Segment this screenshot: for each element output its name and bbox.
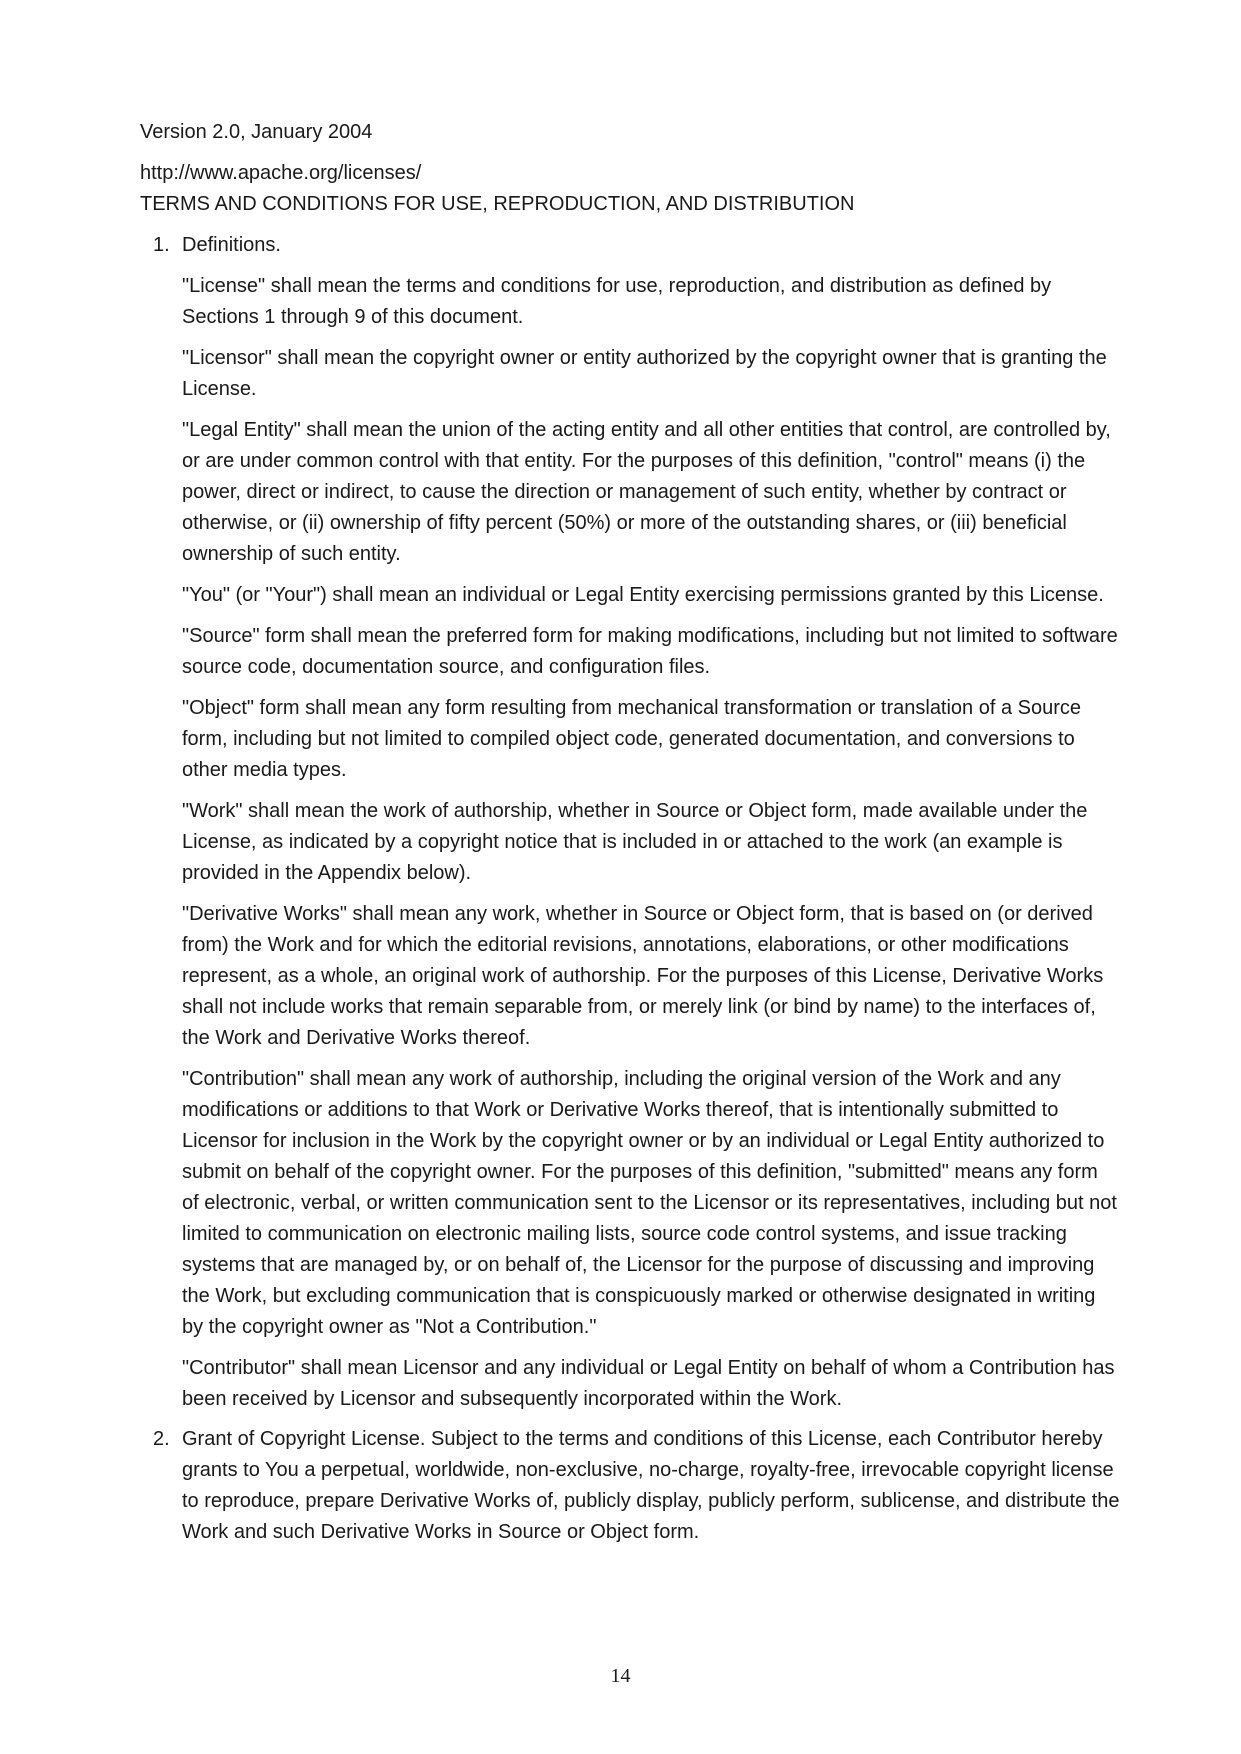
term-text: Grant of Copyright License. Subject to the terms and conditions of this License, each Contributor hereby grants to You a perpetual, worldwide, non-exclusive, no-charge, royalty-free, irrevocable copyright license to reproduce, prepare Derivative Works of, publicly display, publicly perform, sublicense, and distribute the Work and such Derivative Works in Source or Object form. (182, 1428, 1120, 1543)
definition-contributor: "Contributor" shall mean Licensor and any individual or Legal Entity on behalf of whom a Contribution has been received by Licensor and subsequently incorporated within the Work. (182, 1357, 1115, 1410)
definition-object: "Object" form shall mean any form resulting from mechanical transformation or translation of a Source form, including but not limited to compiled object code, generated documentation, and conversions to other media types. (182, 697, 1082, 781)
term-definitions (140, 230, 1120, 1415)
definition-derivative-works: "Derivative Works" shall mean any work, whether in Source or Object form, that is based on (or derived from) the Work and for which the editorial revisions, annotations, elaborations, or other modifications represent, as a whole, an original work of authorship. For the purposes of this License, Derivative Works shall not include works that remain separable from, or merely link (or bind by name) to the interfaces of, the Work and Derivative Works thereof. (182, 903, 1104, 1049)
terms-list (140, 230, 1120, 1548)
license-url: http://www.apache.org/licenses/ (140, 162, 422, 184)
page-number: 14 (610, 1665, 631, 1687)
term-title: Definitions. (182, 234, 281, 256)
definition-contribution: "Contribution" shall mean any work of authorship, including the original version of the Work and any modifications or additions to that Work or Derivative Works thereof, that is intentionally submitted to Licensor for inclusion in the Work by the copyright owner or by an individual or Legal Entity authorized to submit on behalf of the copyright owner. For the purposes of this definition, "submitted" means any form of electronic, verbal, or written communication sent to the Licensor or its representatives, including but not limited to communication on electronic mailing lists, source code control systems, and issue tracking systems that are managed by, or on behalf of, the Licensor for the purpose of discussing and improving the Work, but excluding communication that is conspicuously marked or otherwise designated in writing by the copyright owner as "Not a Contribution." (182, 1068, 1117, 1338)
definition-legal-entity: "Legal Entity" shall mean the union of the acting entity and all other entities that control, are controlled by, or are under common control with that entity. For the purposes of this definition, "control" means (i) the power, direct or indirect, to cause the direction or management of such entity, whether by contract or otherwise, or (ii) ownership of fifty percent (50%) or more of the outstanding shares, or (iii) beneficial ownership of such entity. (182, 419, 1111, 565)
term-number: 2. (153, 1428, 170, 1450)
term-number: 1. (153, 234, 170, 256)
definitions-list (182, 271, 1120, 1415)
term-grant-of-copyright-license (140, 1424, 1120, 1548)
definition-source: "Source" form shall mean the preferred form for making modifications, including but not limited to software source code, documentation source, and configuration files. (182, 625, 1118, 678)
definition-license: "License" shall mean the terms and conditions for use, reproduction, and distribution as defined by Sections 1 through 9 of this document. (182, 275, 1052, 328)
license-version: Version 2.0, January 2004 (140, 121, 373, 143)
definition-licensor: "Licensor" shall mean the copyright owner or entity authorized by the copyright owner that is granting the License. (182, 347, 1107, 400)
license-content (140, 117, 1120, 1557)
terms-heading: TERMS AND CONDITIONS FOR USE, REPRODUCTION, AND DISTRIBUTION (140, 193, 855, 215)
definition-work: "Work" shall mean the work of authorship, whether in Source or Object form, made available under the License, as indicated by a copyright notice that is included in or attached to the work (an example is provided in the Appendix below). (182, 800, 1088, 884)
definition-you: "You" (or "Your") shall mean an individual or Legal Entity exercising permissions granted by this License. (182, 584, 1104, 606)
